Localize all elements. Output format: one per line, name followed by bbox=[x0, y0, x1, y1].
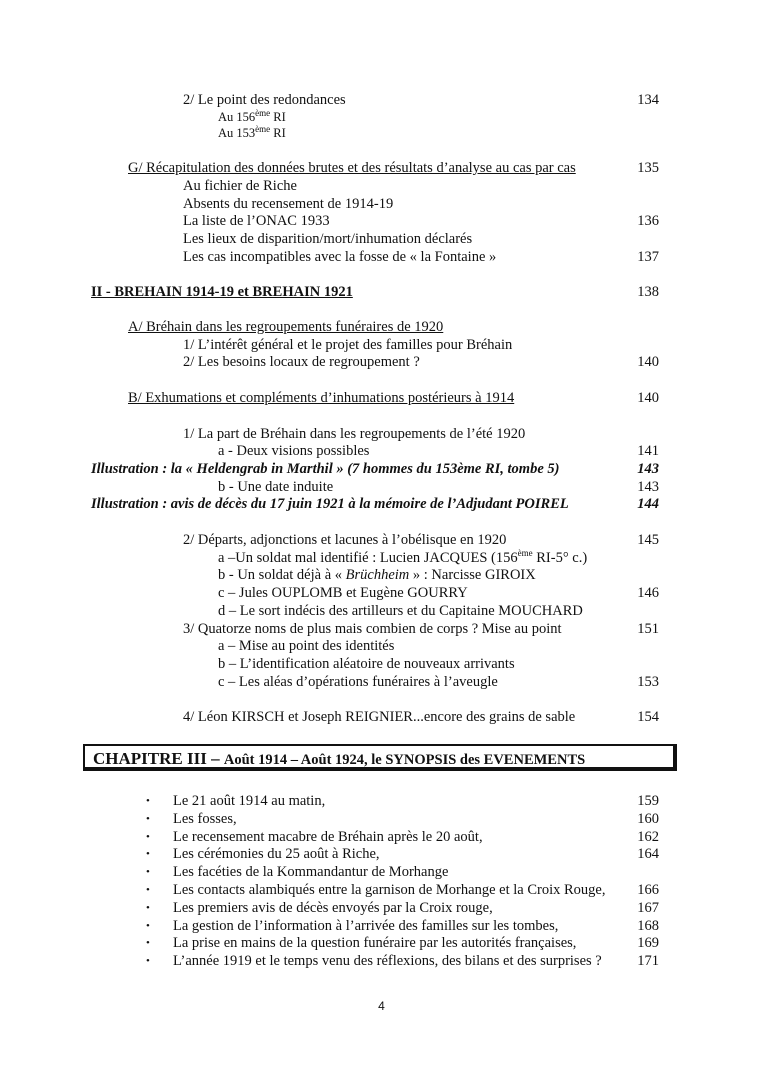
toc-entry-label: 4/ Léon KIRSCH et Joseph REIGNIER...encore des grains de sable bbox=[183, 709, 576, 725]
toc-entry-label: a – Mise au point des identités bbox=[218, 638, 395, 654]
toc-section-heading bbox=[0, 159, 763, 177]
toc-entry bbox=[0, 195, 763, 213]
bullet-item bbox=[0, 899, 763, 917]
toc-entry bbox=[0, 655, 763, 673]
bullet-label: Les facéties de la Kommandantur de Morhange bbox=[173, 864, 449, 881]
toc-entry-label: Illustration : avis de décès du 17 juin 1921 à la mémoire de l’Adjudant POIREL bbox=[91, 496, 569, 512]
toc-entry-page: 153 bbox=[637, 674, 659, 690]
toc-entry-page: 143 bbox=[637, 461, 659, 477]
bullet-item bbox=[0, 792, 763, 810]
bullet-page: 162 bbox=[637, 828, 659, 845]
bullet-item bbox=[0, 828, 763, 846]
bullet-page: 167 bbox=[637, 899, 659, 916]
toc-entry bbox=[0, 673, 763, 691]
toc-entry-label: 1/ La part de Bréhain dans les regroupements de l’été 1920 bbox=[183, 426, 526, 442]
bullet-label: La gestion de l’information à l’arrivée des familles sur les tombes, bbox=[173, 917, 559, 934]
bullet-icon: • bbox=[146, 866, 150, 879]
bullet-page: 164 bbox=[637, 846, 659, 863]
toc-entry-label: Au 153ème RI bbox=[218, 123, 286, 140]
toc-entry-page: 136 bbox=[637, 213, 659, 229]
bullet-label: Les premiers avis de décès envoyés par la Croix rouge, bbox=[173, 899, 493, 916]
toc-entry-label: 2/ Départs, adjonctions et lacunes à l’obélisque en 1920 bbox=[183, 532, 507, 548]
toc-entry-label: B/ Exhumations et compléments d’inhumations postérieurs à 1914 bbox=[128, 390, 515, 406]
toc-entry-label: II - BREHAIN 1914-19 et BREHAIN 1921 bbox=[91, 284, 353, 300]
bullet-icon: • bbox=[146, 919, 150, 932]
bullet-item bbox=[0, 845, 763, 863]
toc-entry bbox=[0, 478, 763, 496]
toc-entry bbox=[0, 230, 763, 248]
toc-entry-label: 2/ Les besoins locaux de regroupement ? bbox=[183, 354, 420, 370]
bullet-label: L’année 1919 et le temps venu des réflexions, des bilans et des surprises ? bbox=[173, 953, 602, 970]
toc-entry bbox=[0, 566, 763, 584]
toc-entry bbox=[0, 248, 763, 266]
toc-entry bbox=[0, 602, 763, 620]
bullet-icon: • bbox=[146, 937, 150, 950]
toc-entry-label: c – Jules OUPLOMB et Eugène GOURRY bbox=[218, 585, 468, 601]
page-number: 4 bbox=[378, 999, 385, 1013]
toc-part-heading bbox=[0, 283, 763, 301]
toc-entry-label: Au 156ème RI bbox=[218, 107, 286, 124]
toc-entry bbox=[0, 708, 763, 726]
bullet-label: Le 21 août 1914 au matin, bbox=[173, 793, 326, 809]
bullet-icon: • bbox=[146, 901, 150, 914]
toc-illustration bbox=[0, 495, 763, 513]
toc-entry-page: 145 bbox=[637, 532, 659, 548]
bullet-label: Les cérémonies du 25 août à Riche, bbox=[173, 846, 380, 863]
toc-entry-label: La liste de l’ONAC 1933 bbox=[183, 213, 330, 229]
chapter-subtitle: Août 1914 – Août 1924, le SYNOPSIS des EVENEMENTS bbox=[223, 752, 586, 768]
toc-entry-label: b - Un soldat déjà à « Brüchheim » : Narcisse GIROIX bbox=[218, 567, 536, 583]
toc-entry-label: a - Deux visions possibles bbox=[218, 443, 370, 459]
chapter-heading-box bbox=[83, 744, 677, 771]
toc-entry bbox=[0, 442, 763, 460]
toc-entry-label: Illustration : la « Heldengrab in Marthil » (7 hommes du 153ème RI, tombe 5) bbox=[91, 461, 560, 477]
toc-entry-page: 146 bbox=[637, 585, 659, 601]
toc-entry-label: b - Une date induite bbox=[218, 479, 334, 495]
toc-section-heading bbox=[0, 389, 763, 407]
bullet-page: 171 bbox=[637, 953, 659, 970]
chapter-heading bbox=[93, 748, 585, 771]
toc-entry bbox=[0, 637, 763, 655]
toc-entry-page: 138 bbox=[637, 284, 659, 300]
bullet-page: 168 bbox=[637, 917, 659, 934]
toc-entry bbox=[0, 336, 763, 354]
toc-entry-label: 3/ Quatorze noms de plus mais combien de corps ? Mise au point bbox=[183, 621, 562, 637]
toc-entry-label: c – Les aléas d’opérations funéraires à l’aveugle bbox=[218, 674, 498, 690]
toc-entry-label: 2/ Le point des redondances bbox=[183, 92, 346, 108]
toc-entry bbox=[0, 91, 763, 109]
bullet-label: Les contacts alambiqués entre la garnison de Morhange et la Croix Rouge, bbox=[173, 882, 606, 898]
toc-entry bbox=[0, 549, 763, 567]
toc-entry bbox=[0, 425, 763, 443]
toc-entry-page: 143 bbox=[637, 479, 659, 495]
toc-entry-label: a –Un soldat mal identifié : Lucien JACQUES (156ème RI-5° c.) bbox=[218, 548, 588, 566]
bullet-item bbox=[0, 810, 763, 828]
bullet-page: 169 bbox=[637, 935, 659, 952]
toc-entry-page: 154 bbox=[637, 709, 659, 725]
toc-entry-label: Absents du recensement de 1914-19 bbox=[183, 196, 394, 212]
bullet-item bbox=[0, 952, 763, 970]
toc-entry-page: 135 bbox=[637, 160, 659, 176]
toc-entry-label: Les lieux de disparition/mort/inhumation déclarés bbox=[183, 231, 473, 247]
toc-entry-label: G/ Récapitulation des données brutes et des résultats d’analyse au cas par cas bbox=[128, 160, 576, 176]
toc-entry-label: A/ Bréhain dans les regroupements funéraires de 1920 bbox=[128, 319, 444, 335]
toc-entry-label: Au fichier de Riche bbox=[183, 178, 297, 194]
toc-section-heading bbox=[0, 318, 763, 336]
bullet-label: Les fosses, bbox=[173, 810, 237, 827]
toc-entry-page: 151 bbox=[637, 621, 659, 637]
toc-entry-label: 1/ L’intérêt général et le projet des familles pour Bréhain bbox=[183, 337, 513, 353]
bullet-item bbox=[0, 934, 763, 952]
toc-entry bbox=[0, 177, 763, 195]
toc-entry-page: 134 bbox=[637, 92, 659, 108]
toc-illustration bbox=[0, 460, 763, 478]
toc-entry bbox=[0, 620, 763, 638]
toc-entry-page: 137 bbox=[637, 249, 659, 265]
toc-entry bbox=[0, 212, 763, 230]
bullet-page: 159 bbox=[637, 793, 659, 809]
toc-entry-page: 140 bbox=[637, 354, 659, 370]
bullet-label: La prise en mains de la question funéraire par les autorités françaises, bbox=[173, 935, 577, 952]
toc-entry bbox=[0, 353, 763, 371]
toc-entry bbox=[0, 531, 763, 549]
bullet-page: 166 bbox=[637, 882, 659, 898]
bullet-label: Le recensement macabre de Bréhain après le 20 août, bbox=[173, 828, 483, 845]
bullet-item bbox=[0, 917, 763, 935]
bullet-item bbox=[0, 863, 763, 881]
toc-entry-page: 144 bbox=[637, 496, 659, 512]
chapter-title: CHAPITRE III – bbox=[93, 749, 224, 768]
toc-entry-label: b – L’identification aléatoire de nouveaux arrivants bbox=[218, 656, 515, 672]
bullet-icon: • bbox=[146, 848, 150, 861]
bullet-icon: • bbox=[146, 884, 150, 896]
bullet-page: 160 bbox=[637, 810, 659, 827]
toc-entry bbox=[0, 124, 763, 142]
bullet-icon: • bbox=[146, 812, 150, 825]
bullet-icon: • bbox=[146, 830, 150, 843]
toc-entry-label: Les cas incompatibles avec la fosse de « la Fontaine » bbox=[183, 249, 497, 265]
bullet-icon: • bbox=[146, 955, 150, 968]
bullet-item bbox=[0, 881, 763, 899]
bullet-icon: • bbox=[146, 795, 150, 807]
toc-entry-page: 141 bbox=[637, 443, 659, 459]
toc-entry-page: 140 bbox=[637, 390, 659, 406]
toc-entry bbox=[0, 584, 763, 602]
toc-entry-label: d – Le sort indécis des artilleurs et du Capitaine MOUCHARD bbox=[218, 603, 583, 619]
